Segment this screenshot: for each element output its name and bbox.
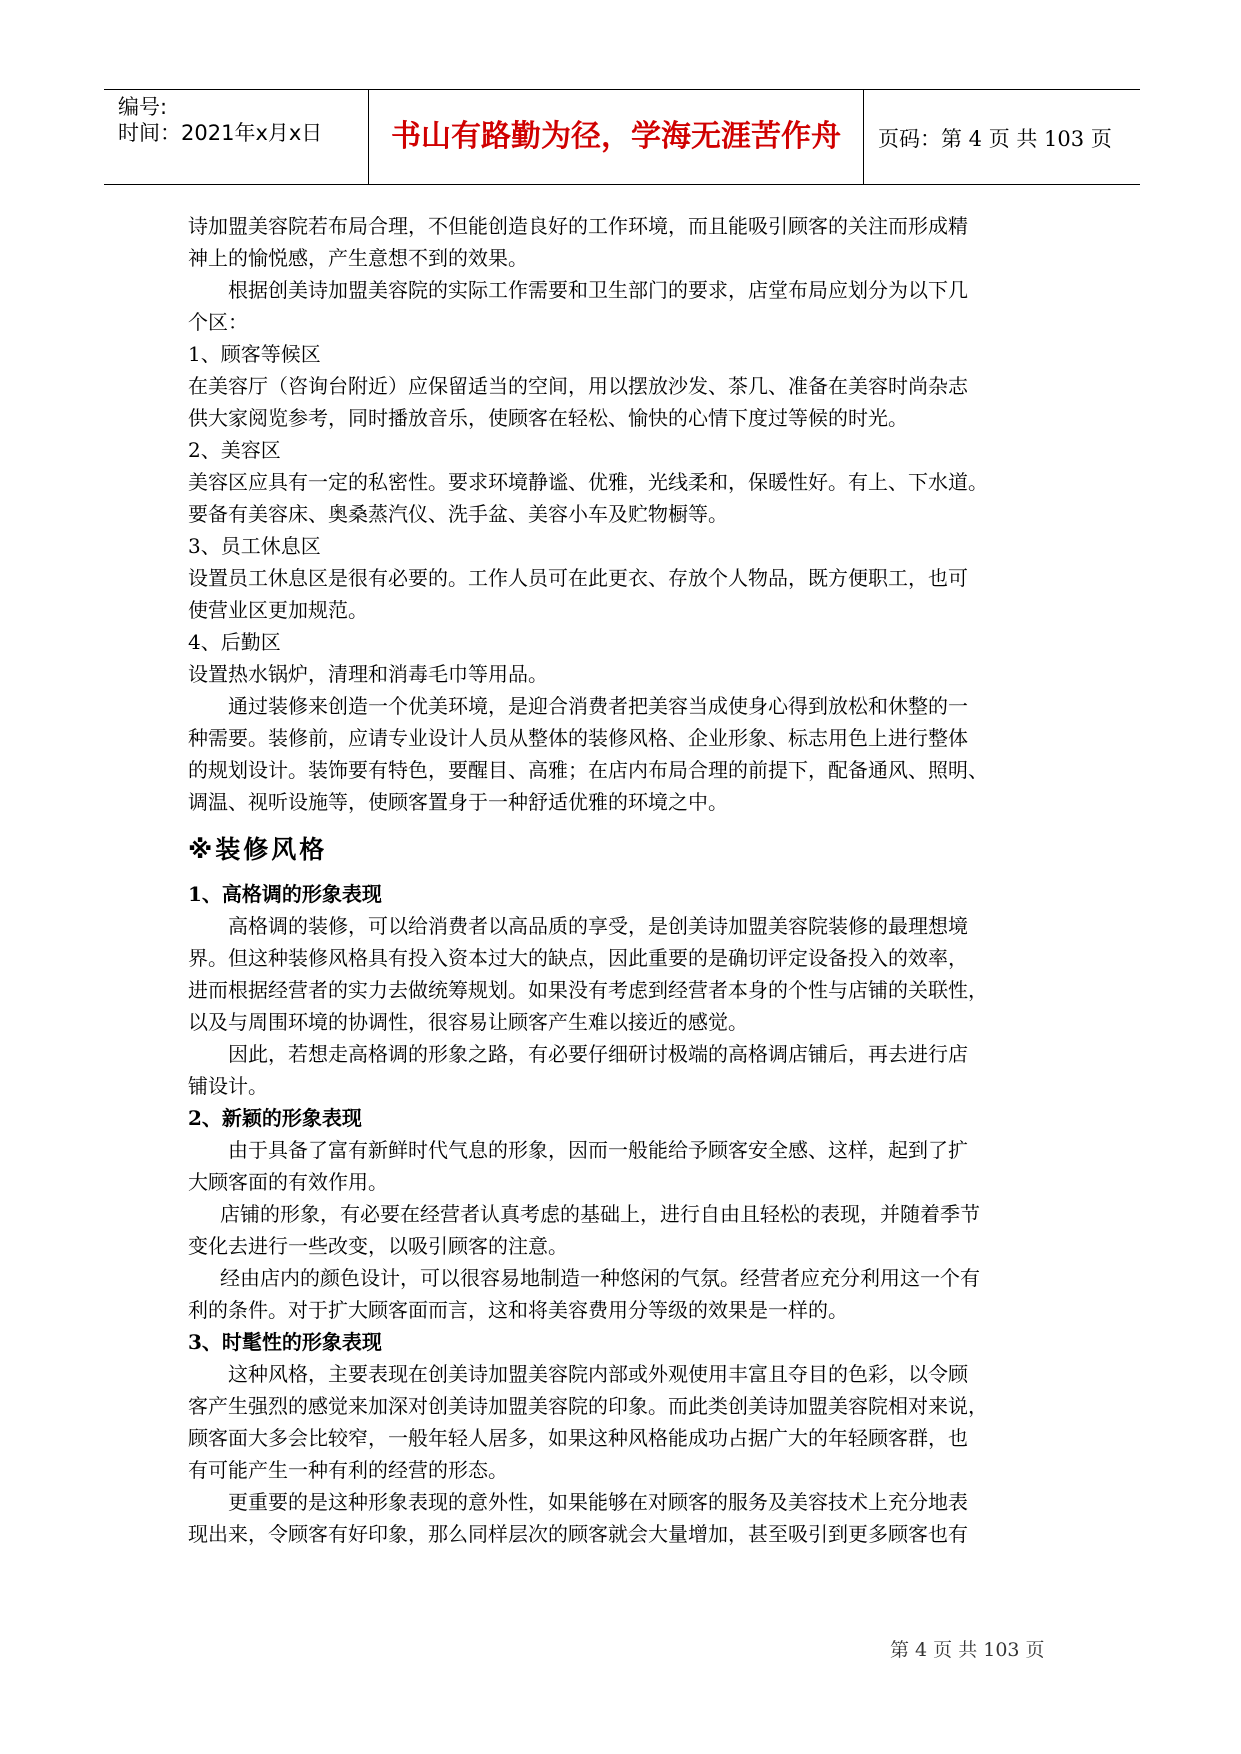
paragraph: 在美容厅（咨询台附近）应保留适当的空间，用以摆放沙发、茶几、准备在美容时尚杂志 — [188, 374, 968, 398]
page-footer: 第 4 页 共 103 页 — [890, 1639, 1045, 1661]
header-slogan-cell — [369, 90, 864, 184]
header-page-cell — [864, 90, 1140, 184]
paragraph: 要备有美容床、奥桑蒸汽仪、洗手盆、美容小车及贮物橱等。 — [188, 502, 728, 526]
paragraph: 利的条件。对于扩大顾客面而言，这和将美容费用分等级的效果是一样的。 — [188, 1298, 848, 1322]
paragraph: 设置员工休息区是很有必要的。工作人员可在此更衣、存放个人物品，既方便职工，也可 — [188, 566, 968, 590]
paragraph: 种需要。装修前，应请专业设计人员从整体的装修风格、企业形象、标志用色上进行整体 — [188, 726, 968, 750]
paragraph: 铺设计。 — [188, 1074, 268, 1098]
page-header — [104, 89, 1140, 185]
subheading: 4、后勤区 — [188, 630, 281, 654]
paragraph: 神上的愉悦感，产生意想不到的效果。 — [188, 246, 528, 270]
document-body — [188, 210, 1060, 1550]
paragraph: 店铺的形象，有必要在经营者认真考虑的基础上，进行自由且轻松的表现，并随着季节 — [220, 1202, 980, 1226]
time-label: 时间：2021年x月x日 — [118, 121, 323, 145]
section-title: ※装修风格 — [188, 835, 328, 864]
paragraph: 个区： — [188, 310, 248, 334]
paragraph: 以及与周围环境的协调性，很容易让顾客产生难以接近的感觉。 — [188, 1010, 748, 1034]
paragraph: 顾客面大多会比较窄，一般年轻人居多，如果这种风格能成功占据广大的年轻顾客群，也 — [188, 1426, 968, 1450]
paragraph: 变化去进行一些改变，以吸引顾客的注意。 — [188, 1234, 568, 1258]
paragraph: 客产生强烈的感觉来加深对创美诗加盟美容院的印象。而此类创美诗加盟美容院相对来说， — [188, 1394, 988, 1418]
paragraph: 调温、视听设施等，使顾客置身于一种舒适优雅的环境之中。 — [188, 790, 728, 814]
subheading: 1、顾客等候区 — [188, 342, 321, 366]
paragraph: 根据创美诗加盟美容院的实际工作需要和卫生部门的要求，店堂布局应划分为以下几 — [228, 278, 968, 302]
paragraph: 高格调的装修，可以给消费者以高品质的享受，是创美诗加盟美容院装修的最理想境 — [228, 914, 968, 938]
paragraph: 大顾客面的有效作用。 — [188, 1170, 388, 1194]
paragraph: 供大家阅览参考，同时播放音乐，使顾客在轻松、愉快的心情下度过等候的时光。 — [188, 406, 908, 430]
header-info-cell — [104, 90, 369, 184]
subheading: 2、美容区 — [188, 438, 281, 462]
paragraph: 设置热水锅炉，清理和消毒毛巾等用品。 — [188, 662, 548, 686]
paragraph: 因此，若想走高格调的形象之路，有必要仔细研讨极端的高格调店铺后，再去进行店 — [228, 1042, 968, 1066]
paragraph: 现出来，令顾客有好印象，那么同样层次的顾客就会大量增加，甚至吸引到更多顾客也有 — [188, 1522, 968, 1546]
paragraph: 有可能产生一种有利的经营的形态。 — [188, 1458, 508, 1482]
paragraph: 使营业区更加规范。 — [188, 598, 368, 622]
paragraph: 经由店内的颜色设计，可以很容易地制造一种悠闲的气氛。经营者应充分利用这一个有 — [220, 1266, 980, 1290]
paragraph: 由于具备了富有新鲜时代气息的形象，因而一般能给予顾客安全感、这样，起到了扩 — [228, 1138, 968, 1162]
paragraph: 通过装修来创造一个优美环境，是迎合消费者把美容当成使身心得到放松和休整的一 — [228, 694, 968, 718]
paragraph: 更重要的是这种形象表现的意外性，如果能够在对顾客的服务及美容技术上充分地表 — [228, 1490, 968, 1514]
page-code: 页码：第 4 页 共 103 页 — [878, 127, 1112, 151]
paragraph: 美容区应具有一定的私密性。要求环境静谧、优雅，光线柔和，保暖性好。有上、下水道。 — [188, 470, 988, 494]
number-label: 编号: — [118, 95, 168, 119]
subheading: 2、新颖的形象表现 — [188, 1106, 362, 1130]
subheading: 1、高格调的形象表现 — [188, 882, 382, 906]
paragraph: 界。但这种装修风格具有投入资本过大的缺点，因此重要的是确切评定设备投入的效率， — [188, 946, 968, 970]
paragraph: 进而根据经营者的实力去做统筹规划。如果没有考虑到经营者本身的个性与店铺的关联性， — [188, 978, 988, 1002]
paragraph: 的规划设计。装饰要有特色，要醒目、高雅；在店内布局合理的前提下，配备通风、照明、 — [188, 758, 988, 782]
subheading: 3、员工休息区 — [188, 534, 321, 558]
subheading: 3、时髦性的形象表现 — [188, 1330, 382, 1354]
paragraph: 这种风格，主要表现在创美诗加盟美容院内部或外观使用丰富且夺目的色彩，以令顾 — [228, 1362, 968, 1386]
slogan: 书山有路勤为径，学海无涯苦作舟 — [391, 119, 841, 154]
paragraph: 诗加盟美容院若布局合理，不但能创造良好的工作环境，而且能吸引顾客的关注而形成精 — [188, 214, 968, 238]
